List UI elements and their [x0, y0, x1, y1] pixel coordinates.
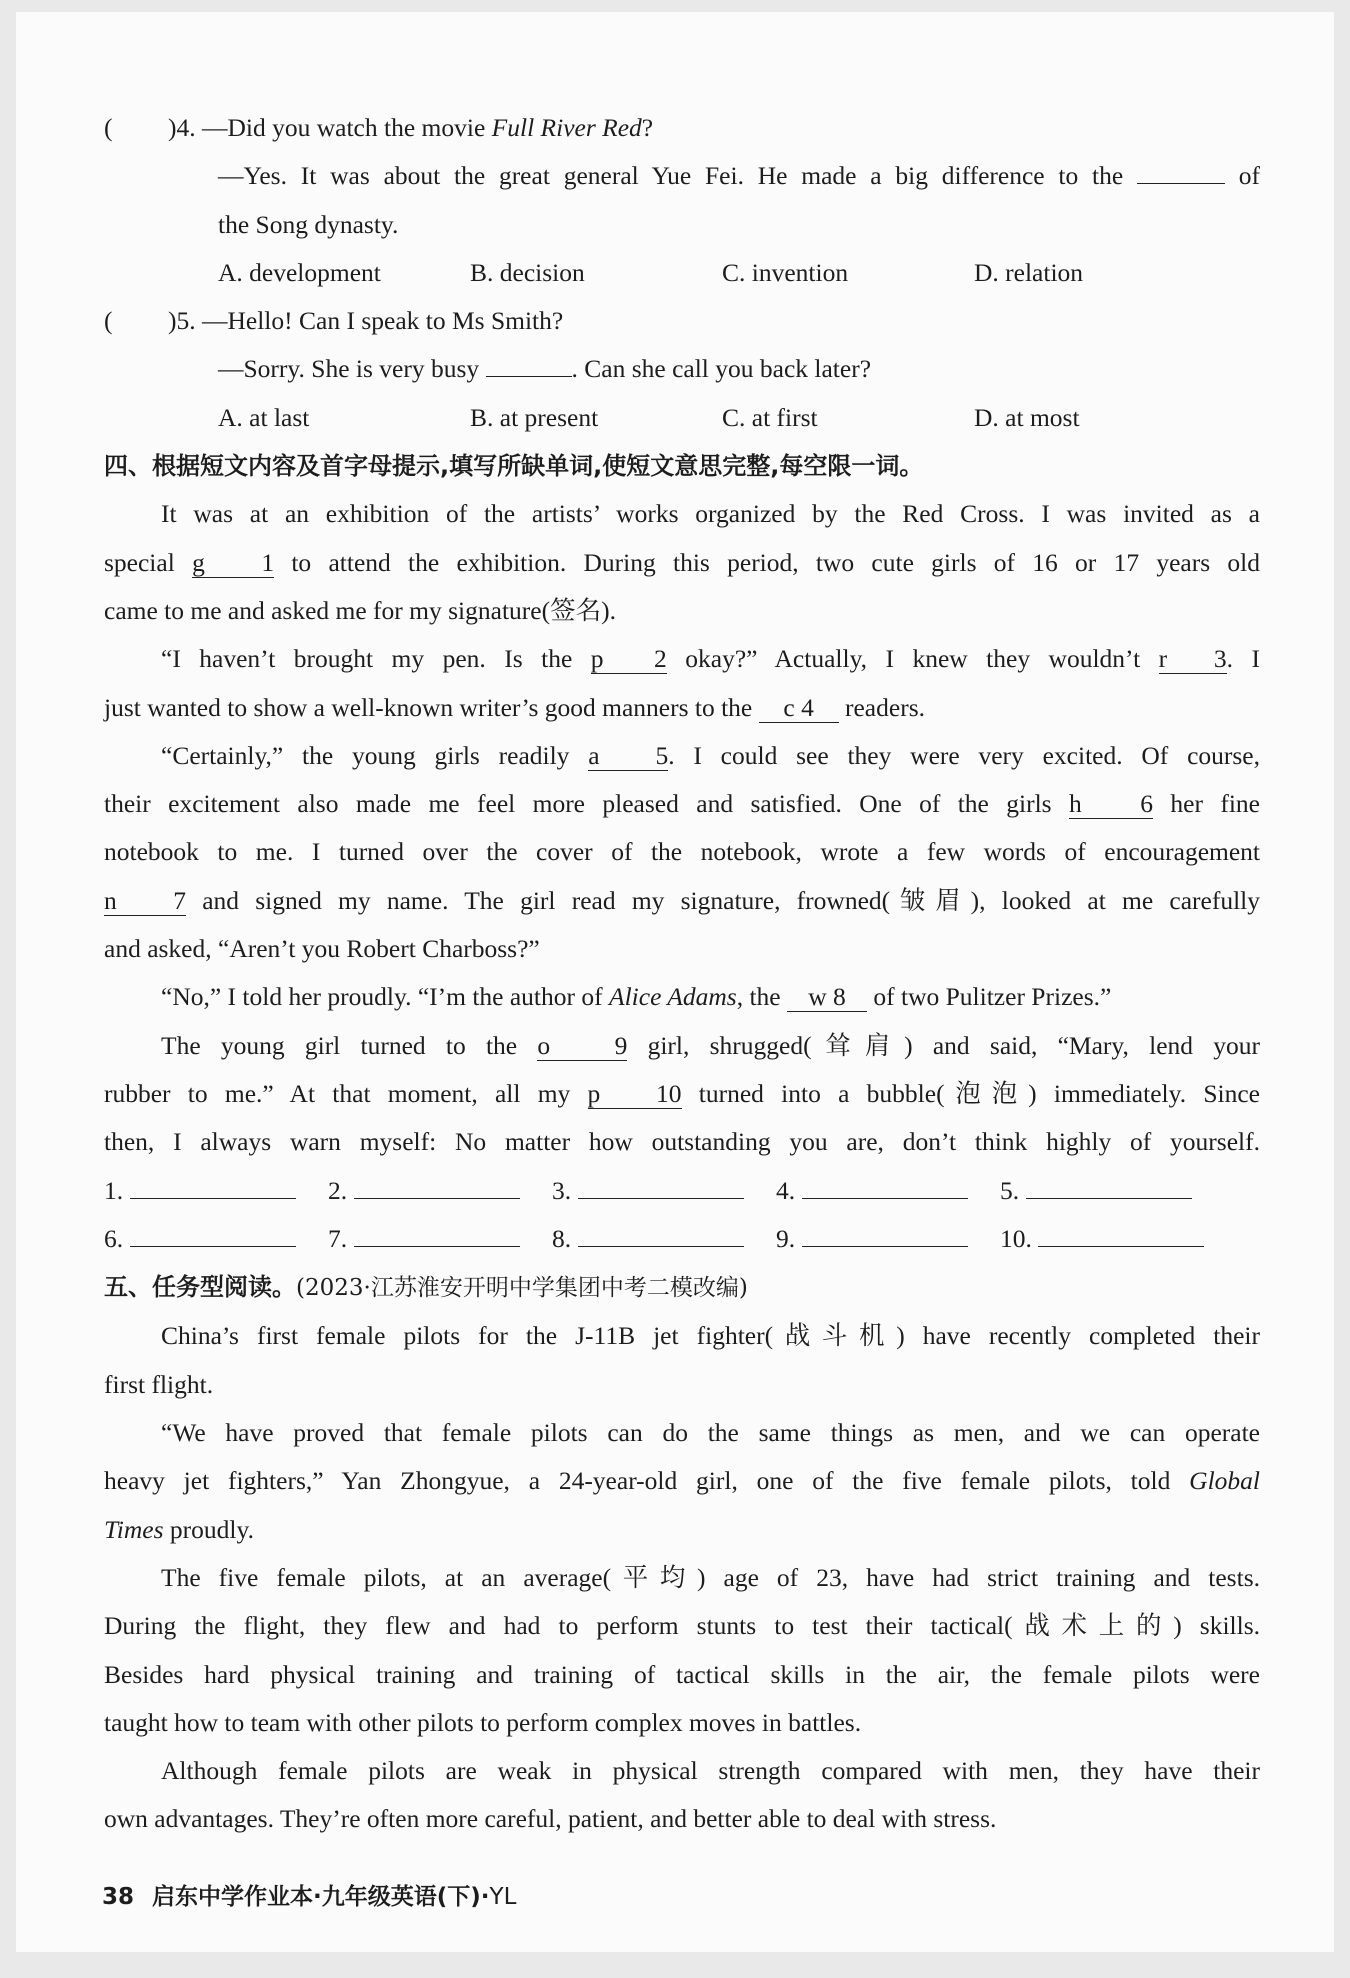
edition-code: YL: [489, 1884, 517, 1910]
newspaper-name: Global: [1189, 1466, 1260, 1496]
passage-line: special g 1 to attend the exhibition. During this period, two cute girls of 16 or 17 years old: [104, 547, 1260, 577]
answer-slot: 4.: [776, 1167, 1000, 1215]
question-5-stem: ( )5. —Hello! Can I speak to Ms Smith?: [104, 297, 1260, 345]
passage-line: “Certainly,” the young girls readily a 5. I could see they were very excited. Of course,: [161, 740, 1261, 770]
answer-line[interactable]: [578, 1198, 744, 1199]
answer-slot: 10.: [1000, 1215, 1224, 1263]
passage-line: Times proudly.: [104, 1514, 254, 1544]
passage-line: “I haven’t brought my pen. Is the p 2 okay?” Actually, I knew they wouldn’t r 3. I: [161, 644, 1260, 674]
book-title: Alice Adams: [609, 982, 737, 1012]
answer-row-1: [104, 1167, 1260, 1215]
option-b[interactable]: B. decision: [470, 257, 585, 287]
question-5-reply: —Sorry. She is very busy . Can she call you back later?: [218, 354, 872, 384]
option-a[interactable]: A. development: [218, 257, 381, 287]
blank-8[interactable]: w 8: [787, 983, 867, 1012]
option-d[interactable]: D. relation: [974, 257, 1084, 287]
option-d[interactable]: D. at most: [974, 402, 1080, 432]
blank-4[interactable]: c 4: [759, 694, 839, 723]
question-4-options: [104, 249, 1260, 297]
passage-line: rubber to me.” At that moment, all my p 10 turned into a bubble(泡泡) immediately. Since: [104, 1078, 1260, 1108]
section-5-title: 五、任务型阅读。(2023·江苏淮安开明中学集团中考二模改编): [104, 1273, 748, 1302]
passage-line: and asked, “Aren’t you Robert Charboss?”: [104, 934, 540, 964]
blank-2[interactable]: p 2: [590, 644, 667, 674]
answer-slot: 8.: [552, 1215, 776, 1263]
question-4-reply: —Yes. It was about the great general Yue Fei. He made a big difference to the of: [218, 161, 1261, 191]
question-5-blank[interactable]: [486, 376, 572, 377]
section-4-title: 四、根据短文内容及首字母提示,填写所缺单词,使短文意思完整,每空限一词。: [104, 452, 924, 481]
section-5-source: (2023·江苏淮安开明中学集团中考二模改编): [296, 1275, 748, 1302]
answer-slot: 7.: [328, 1215, 552, 1263]
blank-1[interactable]: g 1: [192, 547, 275, 577]
passage-line: The five female pilots, at an average(平均) age of 23, have had strict training and tests.: [161, 1562, 1260, 1592]
page-footer: [102, 1878, 516, 1911]
passage-line: n 7 and signed my name. The girl read my signature, frowned(皱眉), looked at me carefully: [104, 885, 1260, 915]
blank-6[interactable]: h 6: [1069, 789, 1153, 819]
blank-5[interactable]: a 5: [588, 740, 669, 770]
option-c[interactable]: C. at first: [722, 402, 818, 432]
book-title-footer: 启东中学作业本·九年级英语(下)·: [152, 1884, 490, 1910]
movie-title: Full River Red: [491, 113, 642, 142]
answer-slot: 3.: [552, 1167, 776, 1215]
passage-line: Although female pilots are weak in physical strength compared with men, they have their: [161, 1756, 1260, 1786]
option-a[interactable]: A. at last: [218, 402, 310, 432]
passage-line: just wanted to show a well-known writer’s good manners to the c 4 readers.: [104, 692, 925, 722]
passage-line: own advantages. They’re often more careful, patient, and better able to deal with stress.: [104, 1804, 997, 1834]
passage-line: taught how to team with other pilots to perform complex moves in battles.: [104, 1707, 862, 1737]
answer-bracket: (: [104, 113, 113, 142]
answer-line[interactable]: [354, 1198, 520, 1199]
answer-slot: 5.: [1000, 1167, 1224, 1215]
blank-10[interactable]: p 10: [587, 1078, 682, 1108]
answer-line[interactable]: [1038, 1246, 1204, 1247]
option-b[interactable]: B. at present: [470, 402, 599, 432]
passage-line: China’s first female pilots for the J-11B jet fighter(战斗机) have recently completed their: [161, 1321, 1260, 1351]
passage-line: their excitement also made me feel more pleased and satisfied. One of the girls h 6 her fine: [104, 789, 1260, 819]
blank-3[interactable]: r 3: [1158, 644, 1227, 674]
answer-row-2: [104, 1215, 1260, 1263]
passage-line: notebook to me. I turned over the cover of the notebook, wrote a few words of encouragement: [104, 837, 1260, 867]
passage-line: The young girl turned to the o 9 girl, shrugged(耸肩) and said, “Mary, lend your: [161, 1030, 1260, 1060]
passage-line: “We have proved that female pilots can do the same things as men, and we can operate: [161, 1418, 1260, 1448]
workbook-page: [16, 12, 1334, 1952]
passage-line: During the flight, they flew and had to perform stunts to test their tactical(战术上的) skills.: [104, 1611, 1260, 1641]
question-5-options: [104, 394, 1260, 442]
passage-line: It was at an exhibition of the artists’ works organized by the Red Cross. I was invited as a: [161, 499, 1260, 529]
answer-slot: 6.: [104, 1215, 328, 1263]
passage-line: came to me and asked me for my signature(签名).: [104, 595, 616, 625]
passage-line: Besides hard physical training and training of tactical skills in the air, the female pilots were: [104, 1659, 1260, 1689]
answer-slot: 2.: [328, 1167, 552, 1215]
blank-9[interactable]: o 9: [537, 1030, 628, 1060]
answer-line[interactable]: [802, 1246, 968, 1247]
newspaper-name: Times: [104, 1514, 164, 1544]
answer-bracket: (: [104, 306, 113, 336]
answer-line[interactable]: [354, 1246, 520, 1247]
passage-line: heavy jet fighters,” Yan Zhongyue, a 24-year-old girl, one of the five female pilots, told Global: [104, 1466, 1260, 1496]
answer-line[interactable]: [130, 1198, 296, 1199]
option-c[interactable]: C. invention: [722, 257, 849, 287]
question-4-stem: ( )4. —Did you watch the movie Full River Red?: [104, 104, 1260, 152]
answer-line[interactable]: [130, 1246, 296, 1247]
answer-line[interactable]: [1026, 1198, 1192, 1199]
passage-line: then, I always warn myself: No matter how outstanding you are, don’t think highly of yourself.: [104, 1127, 1260, 1157]
question-4-reply-cont: the Song dynasty.: [218, 209, 399, 239]
page-content: [104, 104, 1260, 1844]
question-4-blank[interactable]: [1137, 183, 1225, 184]
answer-line[interactable]: [802, 1198, 968, 1199]
blank-7[interactable]: n 7: [104, 885, 186, 915]
passage-line: “No,” I told her proudly. “I’m the author of Alice Adams, the w 8 of two Pulitzer Prizes.”: [161, 982, 1112, 1012]
answer-line[interactable]: [578, 1246, 744, 1247]
answer-slot: 1.: [104, 1167, 328, 1215]
answer-slot: 9.: [776, 1215, 1000, 1263]
passage-line: first flight.: [104, 1369, 214, 1399]
page-number: 38: [102, 1884, 135, 1910]
